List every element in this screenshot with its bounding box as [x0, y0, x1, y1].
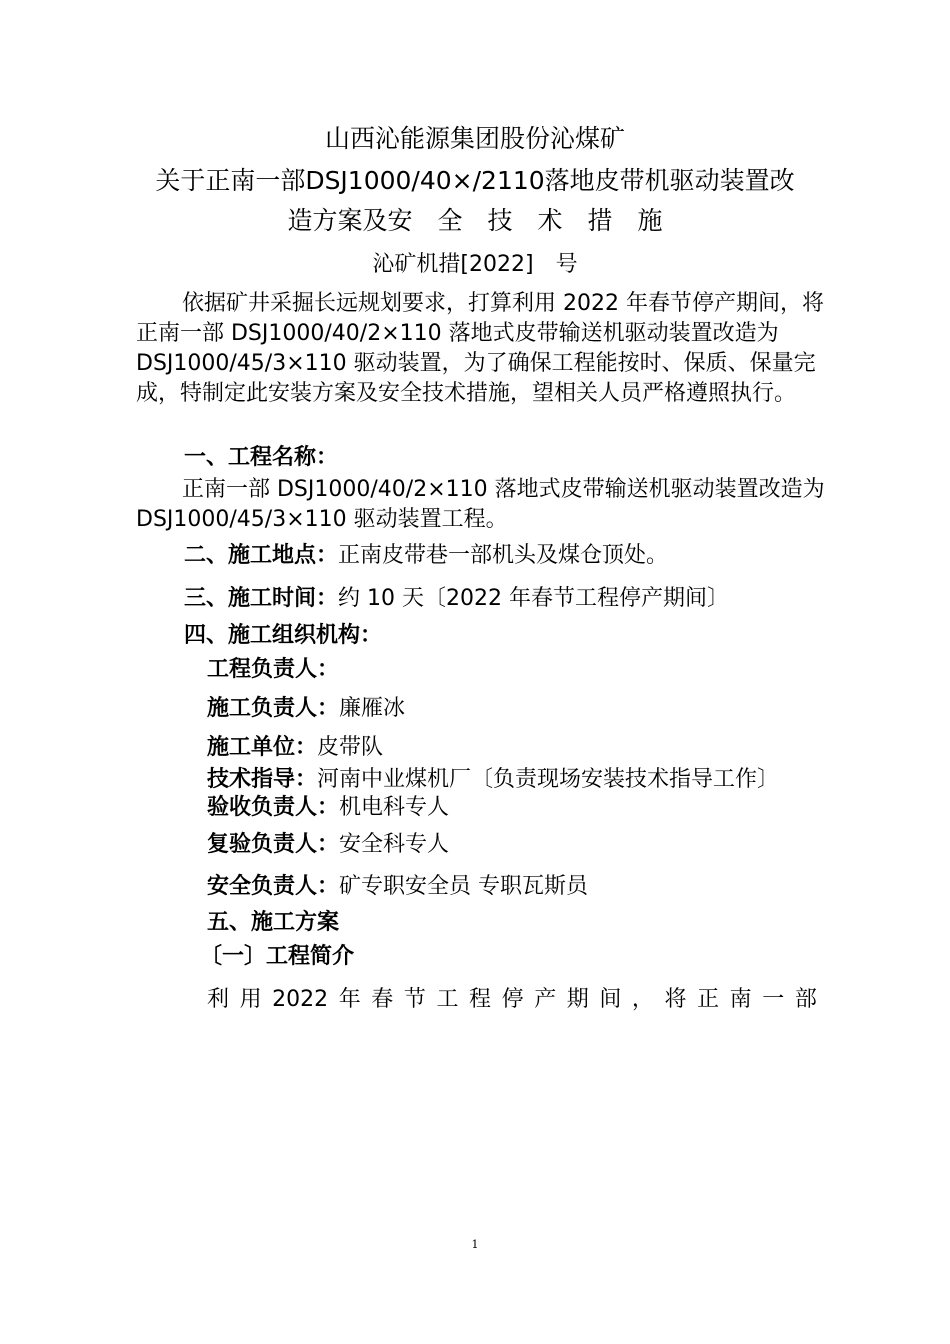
- justified-glyph: 一: [762, 987, 785, 1012]
- title-line-1: 山西沁能源集团股份沁煤矿: [324, 124, 625, 153]
- role-value: 廉雁冰: [339, 696, 406, 721]
- justified-glyph: 正: [697, 987, 720, 1012]
- section-4-heading: 四、施工组织机构：: [184, 623, 383, 648]
- justified-glyph: 2022: [272, 987, 329, 1012]
- justified-glyph: 程: [469, 987, 492, 1012]
- section-1-body: 正南一部 DSJ1000/40/2×110 落地式皮带输送机驱动装置改造为 DSJ1000/45/3×110 驱动装置工程。: [136, 477, 825, 532]
- role-construction-lead: [207, 694, 405, 724]
- section-1-heading: 一、工程名称：: [184, 445, 339, 470]
- justified-glyph: ，: [631, 987, 654, 1012]
- justified-glyph: 春: [371, 987, 394, 1012]
- justified-glyph: 将: [664, 987, 687, 1012]
- role-value: 河南中业煤机厂〔负责现场安装技术指导工作〕: [317, 767, 780, 792]
- role-project-lead: [207, 655, 339, 685]
- justified-glyph: 产: [534, 987, 557, 1012]
- justified-glyph: 停: [501, 987, 524, 1012]
- document-number: 沁矿机措[2022] 号: [372, 252, 578, 277]
- section-3: [184, 584, 729, 614]
- justified-glyph: 年: [338, 987, 361, 1012]
- title-line-3: 造方案及安 全 技 术 措 施: [287, 206, 663, 235]
- justified-glyph: 南: [729, 987, 752, 1012]
- section-5-first-line: [207, 985, 817, 1015]
- role-value: 矿专职安全员 专职瓦斯员: [339, 874, 589, 899]
- section-2: [184, 541, 668, 571]
- role-label: 工程负责人：: [207, 657, 340, 682]
- role-safety-lead: [207, 872, 588, 902]
- section-2-heading: 二、施工地点：: [184, 543, 339, 568]
- section-2-body: 正南皮带巷一部机头及煤仓顶处。: [338, 543, 669, 568]
- role-label: 施工负责人：: [207, 696, 340, 721]
- role-label: 技术指导：: [207, 767, 318, 792]
- section-3-body: 约 10 天〔2022 年春节工程停产期间〕: [338, 586, 729, 611]
- role-construction-unit: [207, 733, 383, 763]
- role-acceptance-lead: [207, 793, 449, 823]
- justified-glyph: 节: [403, 987, 426, 1012]
- role-value: 皮带队: [317, 735, 384, 760]
- justified-glyph: 间: [599, 987, 622, 1012]
- justified-glyph: 部: [794, 987, 817, 1012]
- section-5-subheading: 〔一〕工程简介: [200, 944, 355, 969]
- section-5-heading: 五、施工方案: [207, 910, 340, 935]
- page-number: 1: [471, 1238, 479, 1251]
- role-value: 安全科专人: [339, 832, 450, 857]
- intro-paragraph: 依据矿井采掘长远规划要求，打算利用 2022 年春节停产期间，将正南一部 DSJ1000/40/2×110 落地式皮带输送机驱动装置改造为 DSJ1000/45/3×110 驱动装置，为了确保工程能按时、保质、保量完成，特制定此安装方案及安全技术措施，望相关人员严格遵照执行。: [136, 291, 824, 406]
- justified-glyph: 用: [239, 987, 262, 1012]
- justified-glyph: 工: [436, 987, 459, 1012]
- role-label: 安全负责人：: [207, 874, 340, 899]
- role-reinspection-lead: [207, 830, 449, 860]
- justified-glyph: 利: [207, 987, 230, 1012]
- section-3-heading: 三、施工时间：: [184, 586, 339, 611]
- justified-glyph: 期: [566, 987, 589, 1012]
- title-line-2: 关于正南一部DSJ1000/40×/2110落地皮带机驱动装置改: [155, 166, 795, 195]
- role-value: 机电科专人: [339, 795, 450, 820]
- role-label: 施工单位：: [207, 735, 318, 760]
- role-label: 复验负责人：: [207, 832, 340, 857]
- role-technical-guidance: [207, 765, 779, 795]
- role-label: 验收负责人：: [207, 795, 340, 820]
